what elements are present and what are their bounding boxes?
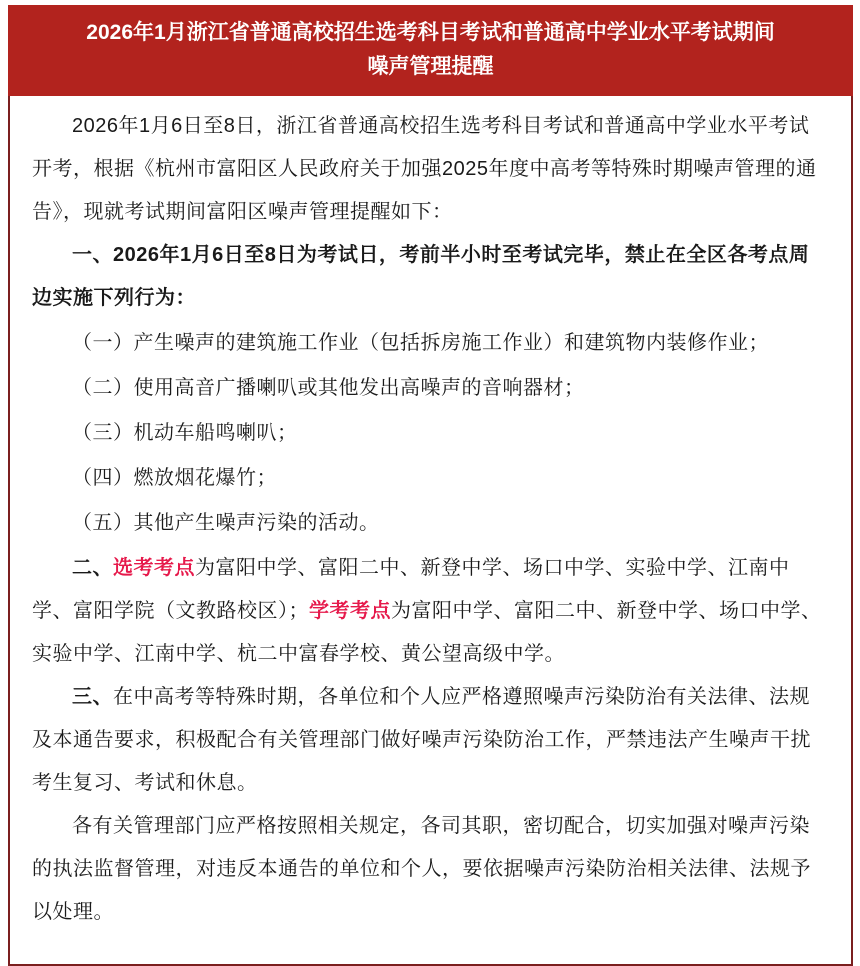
prohibited-item-2: （二）使用高音广播喇叭或其他发出高噪声的音响器材；: [72, 377, 585, 400]
section-one-heading: 一、2026年1月6日至8日为考试日，考前半小时至考试完毕，禁止在全区各考点周边实施下列行为：: [32, 244, 810, 310]
section-three-text: 在中高考等特殊时期，各单位和个人应严格遵照噪声污染防治有关法律、法规及本通告要求，积极配合有关管理部门做好噪声污染防治工作，严禁违法产生噪声干扰考生复习、考试和休息。: [32, 686, 811, 795]
section-two-number: 二、: [72, 557, 113, 580]
section-two-paragraph: [32, 547, 829, 676]
prohibited-item-1: （一）产生噪声的建筑施工作业（包括拆房施工作业）和建筑物内装修作业；: [72, 332, 769, 355]
selective-exam-sites-label: 选考考点: [113, 557, 195, 580]
academic-exam-sites-text: 为富阳中学、富阳二中、新登中学、场口中学、实验中学、江南中学、杭二中富春学校、黄公望高级中学。: [32, 600, 822, 666]
notice-body: [8, 96, 853, 966]
intro-paragraph: 2026年1月6日至8日，浙江省普通高校招生选考科目考试和普通高中学业水平考试开考，根据《杭州市富阳区人民政府关于加强2025年度中高考等特殊时期噪声管理的通告》，现就考试期间富阳区噪声管理提醒如下：: [32, 115, 817, 224]
notice-page: [8, 5, 853, 966]
section-three-paragraph: [32, 676, 829, 805]
prohibited-item-4: （四）燃放烟花爆竹；: [72, 467, 277, 490]
section-three-number: 三、: [72, 686, 113, 709]
selective-exam-sites-text: 为富阳中学、富阳二中、新登中学、场口中学、实验中学、江南中学、富阳学院（文教路校区）；: [32, 557, 790, 623]
academic-exam-sites-label: 学考考点: [309, 600, 391, 623]
closing-paragraph: 各有关管理部门应严格按照相关规定，各司其职，密切配合，切实加强对噪声污染的执法监督管理，对违反本通告的单位和个人，要依据噪声污染防治相关法律、法规予以处理。: [32, 815, 811, 924]
page-title: 2026年1月浙江省普通高校招生选考科目考试和普通高中学业水平考试期间噪声管理提醒: [86, 21, 775, 78]
prohibited-item-3: （三）机动车船鸣喇叭；: [72, 422, 298, 445]
notice-title-banner: [8, 5, 853, 96]
prohibited-item-5: （五）其他产生噪声污染的活动。: [72, 512, 380, 535]
